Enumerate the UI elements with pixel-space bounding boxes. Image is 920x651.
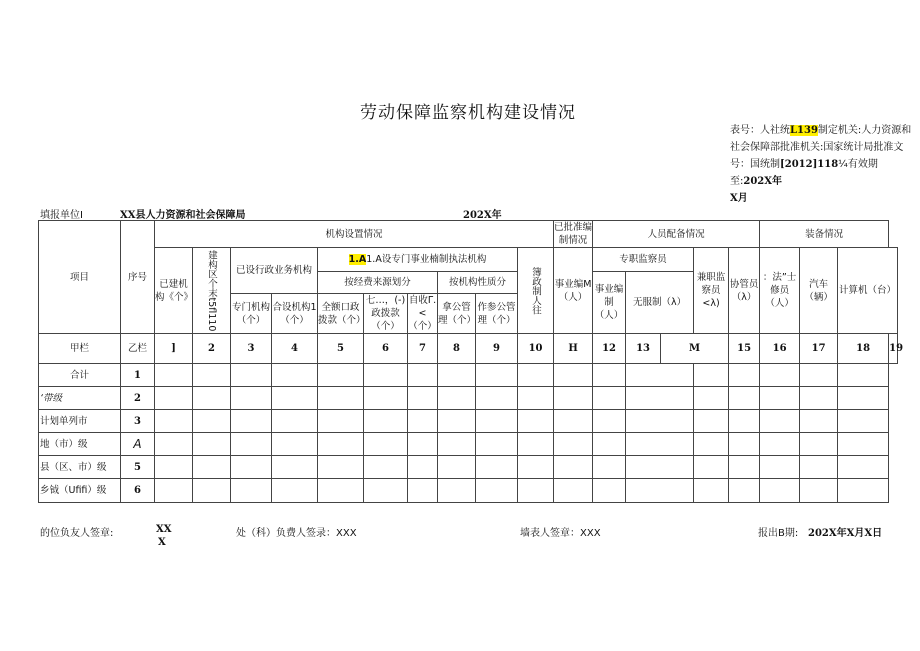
colnum-cell: 3 [231,334,272,364]
data-cell[interactable] [694,364,729,387]
data-cell[interactable] [554,364,593,387]
data-cell[interactable] [800,387,838,410]
data-cell[interactable] [476,364,518,387]
data-cell[interactable] [593,387,626,410]
header-approved-staff: 已批准编制情况 [554,222,593,246]
data-cell[interactable] [272,433,318,456]
signature-footer [40,524,900,554]
form-meta [730,122,912,207]
data-cell[interactable] [318,456,364,479]
data-cell[interactable] [838,433,889,456]
data-cell[interactable] [838,364,889,387]
data-cell[interactable] [760,410,800,433]
header-combined: 合设机构1（个） [272,294,318,334]
data-cell[interactable] [518,433,554,456]
data-cell[interactable] [155,387,193,410]
data-cell[interactable] [694,479,729,503]
data-cell[interactable] [155,456,193,479]
data-cell[interactable] [438,433,476,456]
row-seq: A [121,433,155,456]
colnum-cell: 8 [438,334,476,364]
data-cell[interactable] [231,364,272,387]
meta-line-3: 号：国统制[2012]118¼有效期至:202X年 [730,159,878,187]
data-cell[interactable] [231,410,272,433]
colnum-cell: 乙栏 [121,334,155,364]
row-label: 乡钺（Ufifi）级 [39,479,121,503]
data-cell[interactable] [626,433,694,456]
data-cell[interactable] [408,433,438,456]
data-cell[interactable] [518,387,554,410]
data-cell[interactable] [626,410,694,433]
header-item: 项目 [39,221,121,334]
data-cell[interactable] [408,479,438,503]
header-public-mgmt: 拿公管理（个） [438,294,476,334]
data-cell[interactable] [318,479,364,503]
header-equipment: 装备情况 [760,221,889,248]
data-cell[interactable] [729,387,760,410]
data-cell[interactable] [476,433,518,456]
data-cell[interactable] [231,387,272,410]
data-cell[interactable] [760,387,800,410]
row-label: 合计 [39,364,121,387]
meta-line-2: 社会保障部批准机关:国家统计局批准文 [730,142,904,153]
report-date-value: 202X年X月X日 [808,528,883,539]
data-cell[interactable] [593,410,626,433]
data-cell[interactable] [364,410,408,433]
colnum-cell: 9 [476,334,518,364]
data-cell[interactable] [760,433,800,456]
data-cell[interactable] [193,364,231,387]
data-cell[interactable] [554,479,593,503]
header-computer: 计算机（台） [838,248,898,334]
data-cell[interactable] [518,456,554,479]
header-partial-alloc: 七…，(-)政拨款（个） [364,294,408,334]
data-cell[interactable] [408,456,438,479]
data-cell[interactable] [593,433,626,456]
data-cell[interactable] [364,387,408,410]
table-row [39,410,898,433]
report-year: 202X年 [463,210,502,221]
data-cell[interactable] [476,479,518,503]
data-cell[interactable] [838,479,889,503]
table-row [39,479,898,503]
data-cell[interactable] [729,364,760,387]
colnum-cell: 17 [800,334,838,364]
data-cell[interactable] [318,410,364,433]
colnum-cell: 2 [193,334,231,364]
principal-value: XX [156,524,172,535]
column-number-row [39,334,898,364]
header-legal-assist: ：法”士修员（人） [760,248,800,334]
data-cell[interactable] [231,433,272,456]
data-cell[interactable] [318,433,364,456]
data-cell[interactable] [408,387,438,410]
data-cell[interactable] [800,410,838,433]
row-label: 计划单列市 [39,410,121,433]
data-cell[interactable] [593,364,626,387]
report-date-label: 报出B期: [758,528,799,539]
header-assist: 协管员（λ） [729,248,760,334]
data-cell[interactable] [800,456,838,479]
colnum-cell: M [661,334,729,364]
data-cell[interactable] [193,387,231,410]
data-cell[interactable] [408,410,438,433]
header-ref-mgmt: 作参公管理（个） [476,294,518,334]
data-cell[interactable] [193,433,231,456]
unit-value: XX县人力资源和社会保障局 [120,210,246,221]
data-cell[interactable] [518,410,554,433]
data-cell[interactable] [593,479,626,503]
colnum-cell: H [554,334,593,364]
data-cell[interactable] [626,456,694,479]
header-special-org: 1.A1.A设专门事业楠制执法机构 [318,248,518,272]
row-seq: 3 [121,410,155,433]
data-cell[interactable] [838,456,889,479]
data-cell[interactable] [438,410,476,433]
data-cell[interactable] [438,456,476,479]
principal-label: 的位负友人签章: [40,528,114,539]
colnum-cell: 19 [889,334,898,364]
data-cell[interactable] [476,456,518,479]
header-org-setup: 机构设置情况 [155,221,554,248]
colnum-cell: 7 [408,334,438,364]
data-cell[interactable] [593,456,626,479]
header-by-nature: 按机构性质分 [438,272,518,294]
data-cell[interactable] [438,364,476,387]
data-cell[interactable] [554,433,593,456]
colnum-cell: 5 [318,334,364,364]
header-dedicated: 专门机构（个） [231,294,272,334]
table-row [39,364,898,387]
header-seq: 序号 [121,221,155,334]
colnum-cell: 16 [760,334,800,364]
header-admin-staff: 簿政制人往 [518,248,554,334]
data-cell[interactable] [408,364,438,387]
data-cell[interactable] [476,387,518,410]
header-built-org: 已建机构《个》 [155,248,193,334]
data-cell[interactable] [760,479,800,503]
data-cell[interactable] [518,479,554,503]
header-full-alloc: 全额口政拨款（个） [318,294,364,334]
table-row [39,387,898,410]
header-career-sub: 事业编制（人） [593,272,626,334]
row-seq: 5 [121,456,155,479]
data-cell[interactable] [476,410,518,433]
data-cell[interactable] [729,410,760,433]
row-label: 地（市）级 [39,433,121,456]
data-cell[interactable] [729,479,760,503]
data-cell[interactable] [272,387,318,410]
header-career-staff: 事业编M（人） [554,248,593,334]
data-cell[interactable] [231,479,272,503]
colnum-cell: 15 [729,334,760,364]
page-title: 劳动保障监察机构建设情况 [360,103,576,123]
row-seq: 1 [121,364,155,387]
data-cell[interactable] [694,410,729,433]
data-cell[interactable] [554,410,593,433]
table-row [39,433,898,456]
header-existing-admin: 已设行政业务机构 [231,248,318,294]
unit-label: 填报单位I [40,210,83,221]
data-cell[interactable] [626,479,694,503]
data-cell[interactable] [155,364,193,387]
header-self-income: 自收Γ.<（个） [408,295,437,332]
data-cell[interactable] [193,479,231,503]
data-cell[interactable] [155,433,193,456]
data-cell[interactable] [438,387,476,410]
data-cell[interactable] [554,456,593,479]
data-cell[interactable] [626,364,694,387]
data-cell[interactable] [729,433,760,456]
row-label: 县（区、市）级 [39,456,121,479]
header-staffing: 人员配备情况 [593,221,760,248]
row-seq: 2 [121,387,155,410]
colnum-cell: 4 [272,334,318,364]
header-district: 建构区个末t5fl110 [193,248,231,334]
statistics-table [38,220,904,503]
data-cell[interactable] [438,479,476,503]
header-by-fund: 按经费来源划分 [318,272,438,294]
header-full-time: 专职监察员 [593,248,694,272]
data-cell[interactable] [364,433,408,456]
data-cell[interactable] [231,456,272,479]
data-cell[interactable] [364,456,408,479]
data-cell[interactable] [800,433,838,456]
data-cell[interactable] [694,387,729,410]
colnum-cell: 13 [626,334,661,364]
data-cell[interactable] [193,456,231,479]
data-cell[interactable] [193,410,231,433]
row-label: ‘带级 [39,387,121,410]
colnum-cell: 12 [593,334,626,364]
row-seq: 6 [121,479,155,503]
colnum-cell: 甲栏 [39,334,121,364]
table-row [39,456,898,479]
meta-line-1: 表号：人社统L139制定机关:人力资源和 [730,125,912,136]
data-cell[interactable] [800,364,838,387]
data-cell[interactable] [760,456,800,479]
header-no-uniform: 无服制（λ） [626,272,694,334]
data-cell[interactable] [318,364,364,387]
data-cell[interactable] [318,387,364,410]
colnum-cell: 18 [838,334,889,364]
data-cell[interactable] [554,387,593,410]
data-cell[interactable] [694,433,729,456]
data-cell[interactable] [155,479,193,503]
data-cell[interactable] [626,387,694,410]
data-cell[interactable] [760,364,800,387]
data-cell[interactable] [364,479,408,503]
meta-line-4: X月 [730,193,748,204]
principal-value-2: X [158,537,166,548]
header-part-time: 兼职监察员<λ) [694,248,729,334]
dept-head-signature: 处（科）负费人签录：XXX [236,528,357,539]
data-cell[interactable] [838,410,889,433]
data-cell[interactable] [272,456,318,479]
data-cell[interactable] [364,364,408,387]
colnum-cell: 10 [518,334,554,364]
header-car: 汽车（辆） [800,248,838,334]
data-cell[interactable] [838,387,889,410]
data-cell[interactable] [155,410,193,433]
colnum-cell: ] [155,334,193,364]
filler-signature: 墙表人签章：XXX [520,528,601,539]
data-cell[interactable] [694,456,729,479]
data-cell[interactable] [272,364,318,387]
data-cell[interactable] [272,479,318,503]
data-cell[interactable] [518,364,554,387]
data-cell[interactable] [272,410,318,433]
data-cell[interactable] [729,456,760,479]
data-cell[interactable] [800,479,838,503]
colnum-cell: 6 [364,334,408,364]
